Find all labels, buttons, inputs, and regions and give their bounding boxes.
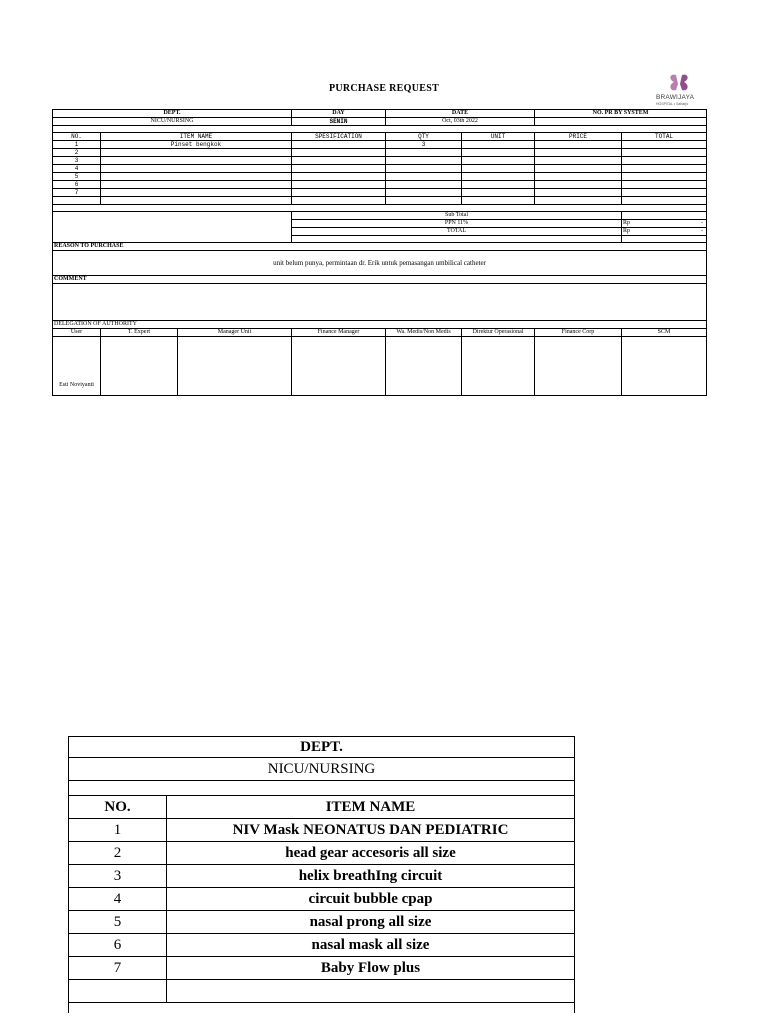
comment-label: COMMENT bbox=[53, 276, 707, 284]
reason-label: REASON TO PURCHASE bbox=[53, 243, 707, 251]
row-qty bbox=[386, 149, 462, 157]
dept-value: NICU/NURSING bbox=[53, 118, 292, 126]
col-header-price: PRICE bbox=[535, 133, 622, 141]
row-price bbox=[535, 173, 622, 181]
signature-user: Esti Noviyanti bbox=[53, 337, 101, 396]
spacer-row bbox=[53, 126, 707, 133]
table-row bbox=[69, 934, 575, 957]
signature-wa-medis bbox=[386, 337, 462, 396]
row-specification bbox=[292, 149, 386, 157]
table-row bbox=[53, 173, 707, 181]
table-row bbox=[53, 181, 707, 189]
table-row bbox=[53, 141, 707, 149]
role-wa-medis: Wa. Medis/Non Medis bbox=[386, 329, 462, 337]
row-total bbox=[622, 141, 707, 149]
row-specification bbox=[292, 157, 386, 165]
ppn-currency: Rp bbox=[623, 220, 631, 226]
row-qty bbox=[386, 181, 462, 189]
logo-brand-text: BRAWIJAYA bbox=[656, 94, 695, 101]
table-row bbox=[53, 157, 707, 165]
summary-spacer bbox=[622, 236, 707, 243]
butterfly-logo-icon bbox=[656, 72, 704, 94]
day-value: SENIN bbox=[292, 118, 386, 126]
zoom-row-no: 2 bbox=[69, 842, 167, 865]
row-item-name bbox=[101, 165, 292, 173]
row-price bbox=[535, 157, 622, 165]
zoom-row-no: 7 bbox=[69, 957, 167, 980]
zoom-spacer-row bbox=[69, 1003, 575, 1014]
day-label: DAY bbox=[292, 110, 386, 118]
row-price bbox=[535, 149, 622, 157]
col-header-unit: UNIT bbox=[462, 133, 535, 141]
zoom-row-item-name: head gear accesoris all size bbox=[167, 842, 575, 865]
total-amount: - bbox=[701, 228, 704, 234]
zoom-row-item-name bbox=[167, 980, 575, 1003]
row-price bbox=[535, 141, 622, 149]
row-total bbox=[622, 149, 707, 157]
row-unit bbox=[462, 157, 535, 165]
zoom-spacer-row bbox=[69, 781, 575, 796]
role-scm: SCM bbox=[622, 329, 707, 337]
table-row bbox=[69, 911, 575, 934]
zoom-row-item-name: nasal prong all size bbox=[167, 911, 575, 934]
page-title: PURCHASE REQUEST bbox=[328, 83, 440, 94]
zoom-row-no: 5 bbox=[69, 911, 167, 934]
table-row bbox=[69, 888, 575, 911]
row-qty bbox=[386, 197, 462, 205]
row-specification bbox=[292, 141, 386, 149]
zoom-dept-value: NICU/NURSING bbox=[69, 758, 575, 781]
sub-total-label: Sub Total bbox=[292, 212, 622, 220]
row-specification bbox=[292, 165, 386, 173]
row-price bbox=[535, 197, 622, 205]
total-currency: Rp bbox=[623, 228, 631, 234]
zoom-row-no: 1 bbox=[69, 819, 167, 842]
row-no: 5 bbox=[53, 173, 101, 181]
row-total bbox=[622, 181, 707, 189]
role-t-expert: T. Expert bbox=[101, 329, 178, 337]
pr-number-value bbox=[535, 118, 707, 126]
row-no: 7 bbox=[53, 189, 101, 197]
row-qty bbox=[386, 157, 462, 165]
signature-manager-unit bbox=[178, 337, 292, 396]
row-total bbox=[622, 173, 707, 181]
table-row bbox=[69, 865, 575, 888]
col-header-total: TOTAL bbox=[622, 133, 707, 141]
role-finance-manager: Finance Manager bbox=[292, 329, 386, 337]
row-unit bbox=[462, 181, 535, 189]
row-item-name bbox=[101, 197, 292, 205]
role-user: User bbox=[53, 329, 101, 337]
logo-subtitle-text: HOSPITAL • Saharjo bbox=[656, 102, 689, 106]
signature-finance-manager bbox=[292, 337, 386, 396]
col-header-item-name: ITEM NAME bbox=[101, 133, 292, 141]
row-qty bbox=[386, 173, 462, 181]
zoom-row-no: 6 bbox=[69, 934, 167, 957]
hospital-logo bbox=[656, 72, 704, 112]
row-total bbox=[622, 157, 707, 165]
row-total bbox=[622, 189, 707, 197]
summary-spacer bbox=[292, 236, 622, 243]
row-specification bbox=[292, 173, 386, 181]
zoom-row-item-name: helix breathIng circuit bbox=[167, 865, 575, 888]
total-label: TOTAL bbox=[292, 228, 622, 236]
table-row bbox=[53, 165, 707, 173]
zoom-dept-label: DEPT. bbox=[69, 737, 575, 758]
signature-scm bbox=[622, 337, 707, 396]
dept-label: DEPT. bbox=[53, 110, 292, 118]
zoom-row-item-name: Baby Flow plus bbox=[167, 957, 575, 980]
table-row bbox=[69, 819, 575, 842]
signature-t-expert bbox=[101, 337, 178, 396]
row-item-name: Pinset bengkok bbox=[101, 141, 292, 149]
table-row bbox=[69, 980, 575, 1003]
zoom-row-item-name: NIV Mask NEONATUS DAN PEDIATRIC bbox=[167, 819, 575, 842]
row-qty: 3 bbox=[386, 141, 462, 149]
row-no bbox=[53, 197, 101, 205]
row-no: 2 bbox=[53, 149, 101, 157]
row-unit bbox=[462, 189, 535, 197]
table-row bbox=[53, 149, 707, 157]
row-no: 4 bbox=[53, 165, 101, 173]
zoom-row-item-name: nasal mask all size bbox=[167, 934, 575, 957]
table-row bbox=[69, 842, 575, 865]
row-item-name bbox=[101, 173, 292, 181]
row-item-name bbox=[101, 149, 292, 157]
row-specification bbox=[292, 197, 386, 205]
col-header-no: NO. bbox=[53, 133, 101, 141]
ppn-label: PPN 11% bbox=[292, 220, 622, 228]
row-item-name bbox=[101, 181, 292, 189]
row-price bbox=[535, 189, 622, 197]
date-value: Oct, 03th 2022 bbox=[386, 118, 535, 126]
row-no: 1 bbox=[53, 141, 101, 149]
role-direktur-operasional: Direktur Operasional bbox=[462, 329, 535, 337]
row-qty bbox=[386, 165, 462, 173]
table-row bbox=[53, 189, 707, 197]
role-manager-unit: Manager Unit bbox=[178, 329, 292, 337]
zoom-col-header-no: NO. bbox=[69, 796, 167, 819]
zoom-col-header-item-name: ITEM NAME bbox=[167, 796, 575, 819]
col-header-specification: SPESIFICATION bbox=[292, 133, 386, 141]
summary-blank-area bbox=[53, 212, 292, 243]
row-item-name bbox=[101, 157, 292, 165]
row-specification bbox=[292, 181, 386, 189]
row-unit bbox=[462, 173, 535, 181]
row-total bbox=[622, 165, 707, 173]
ppn-value bbox=[622, 220, 707, 228]
signature-direktur-operasional bbox=[462, 337, 535, 396]
signature-finance-corp bbox=[535, 337, 622, 396]
delegation-label: DELEGATION OF AUTHORITY bbox=[53, 321, 707, 329]
total-value bbox=[622, 228, 707, 236]
zoom-row-no: 4 bbox=[69, 888, 167, 911]
table-row bbox=[69, 957, 575, 980]
row-unit bbox=[462, 141, 535, 149]
row-item-name bbox=[101, 189, 292, 197]
row-price bbox=[535, 165, 622, 173]
sub-total-value bbox=[622, 212, 707, 220]
row-total bbox=[622, 197, 707, 205]
ppn-amount: - bbox=[701, 220, 704, 226]
zoom-row-no bbox=[69, 980, 167, 1003]
reason-text: unit belum punya, permintaan dr. Erik untuk pemasangan umbilical catheter bbox=[53, 251, 707, 276]
row-unit bbox=[462, 149, 535, 157]
row-specification bbox=[292, 189, 386, 197]
col-header-qty: QTY bbox=[386, 133, 462, 141]
zoom-row-no: 3 bbox=[69, 865, 167, 888]
date-label: DATE bbox=[386, 110, 535, 118]
purchase-request-form bbox=[52, 109, 707, 396]
zoom-row-item-name: circuit bubble cpap bbox=[167, 888, 575, 911]
row-price bbox=[535, 181, 622, 189]
pr-number-label: NO. PR BY SYSTEM bbox=[535, 110, 707, 118]
spacer-row bbox=[53, 205, 707, 212]
row-qty bbox=[386, 189, 462, 197]
row-unit bbox=[462, 165, 535, 173]
row-no: 6 bbox=[53, 181, 101, 189]
role-finance-corp: Finance Corp bbox=[535, 329, 622, 337]
row-unit bbox=[462, 197, 535, 205]
comment-field bbox=[53, 284, 707, 321]
row-no: 3 bbox=[53, 157, 101, 165]
table-row bbox=[53, 197, 707, 205]
item-list-table bbox=[68, 736, 575, 1013]
